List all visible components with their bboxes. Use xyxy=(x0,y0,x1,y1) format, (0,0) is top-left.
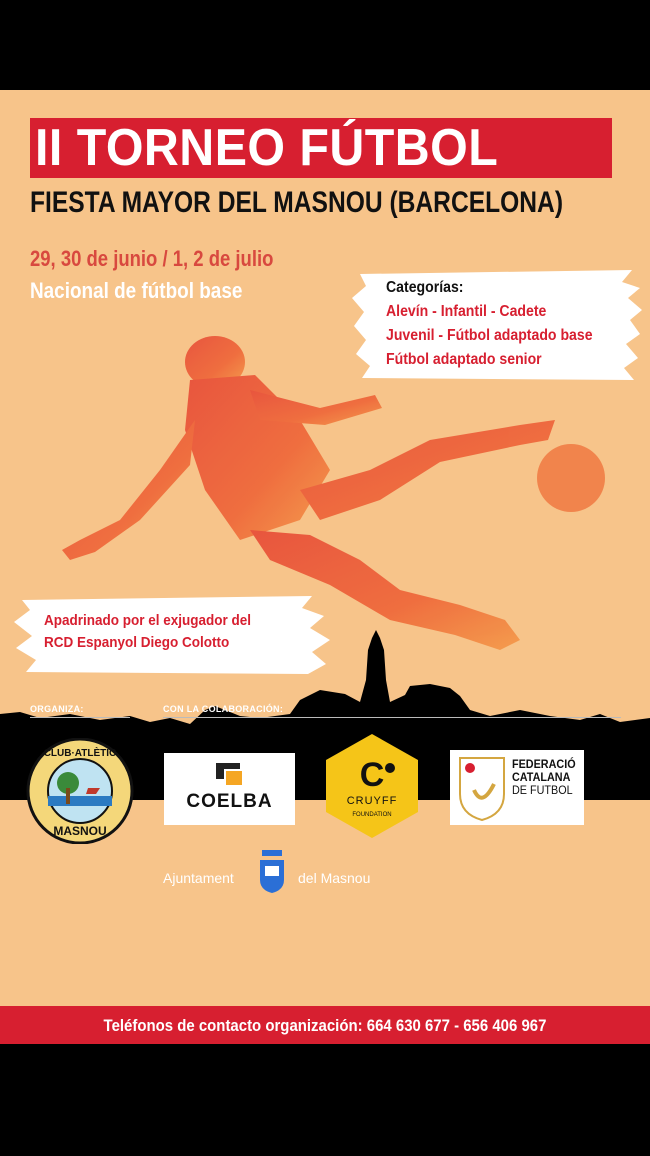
category-line: Fútbol adaptado senior xyxy=(386,351,542,368)
cruyff-sub-text: FOUNDATION xyxy=(352,812,392,818)
federacio-catalana-logo xyxy=(450,750,584,825)
club-logo-top-text: CLUB·ATLÈTIC xyxy=(43,748,117,759)
category-line: Alevín - Infantil - Cadete xyxy=(386,303,547,320)
collaboration-rule xyxy=(163,717,621,718)
coelba-mark-icon xyxy=(164,753,295,793)
contact-phones: Teléfonos de contacto organización: 664 630 677 - 656 406 967 xyxy=(103,1016,547,1035)
sponsor-line: RCD Espanyol Diego Colotto xyxy=(44,634,230,651)
club-atletic-masnou-logo xyxy=(26,738,134,844)
poster-background xyxy=(0,90,650,1044)
collaboration-label: CON LA COLABORACIÓN: xyxy=(163,704,284,714)
poster-title: II TORNEO FÚTBOL xyxy=(35,119,499,177)
ajuntament-label: Ajuntament xyxy=(163,870,234,886)
fcf-shield-icon xyxy=(452,750,512,825)
event-dates: 29, 30 de junio / 1, 2 de julio xyxy=(30,246,274,271)
fcf-name xyxy=(512,758,576,797)
fcf-line: FEDERACIÓ xyxy=(512,757,576,771)
cruyff-name-text: CRUYFF xyxy=(346,795,398,807)
fcf-line: CATALANA xyxy=(512,770,571,784)
contact-phone-bar xyxy=(0,1006,650,1044)
masnou-shield-icon xyxy=(258,848,286,894)
del-masnou-label: del Masnou xyxy=(298,870,371,886)
sponsor-line: Apadrinado por el exjugador del xyxy=(44,612,252,629)
fcf-line: DE FUTBOL xyxy=(512,783,573,797)
coelba-logo xyxy=(164,753,295,825)
organiza-rule xyxy=(30,717,130,718)
tournament-level: Nacional de fútbol base xyxy=(30,278,243,303)
town-skyline xyxy=(0,90,650,1044)
organiza-label: ORGANIZA: xyxy=(30,704,84,714)
poster-subtitle: FIESTA MAYOR DEL MASNOU (BARCELONA) xyxy=(30,186,564,219)
club-logo-bottom-text: MASNOU xyxy=(53,824,107,838)
categories-heading: Categorías: xyxy=(386,279,464,296)
category-line: Juvenil - Fútbol adaptado base xyxy=(386,327,593,344)
coelba-wordmark: COELBA xyxy=(186,791,273,812)
cruyff-foundation-logo xyxy=(324,732,420,840)
svg-text:C: C xyxy=(359,756,385,794)
